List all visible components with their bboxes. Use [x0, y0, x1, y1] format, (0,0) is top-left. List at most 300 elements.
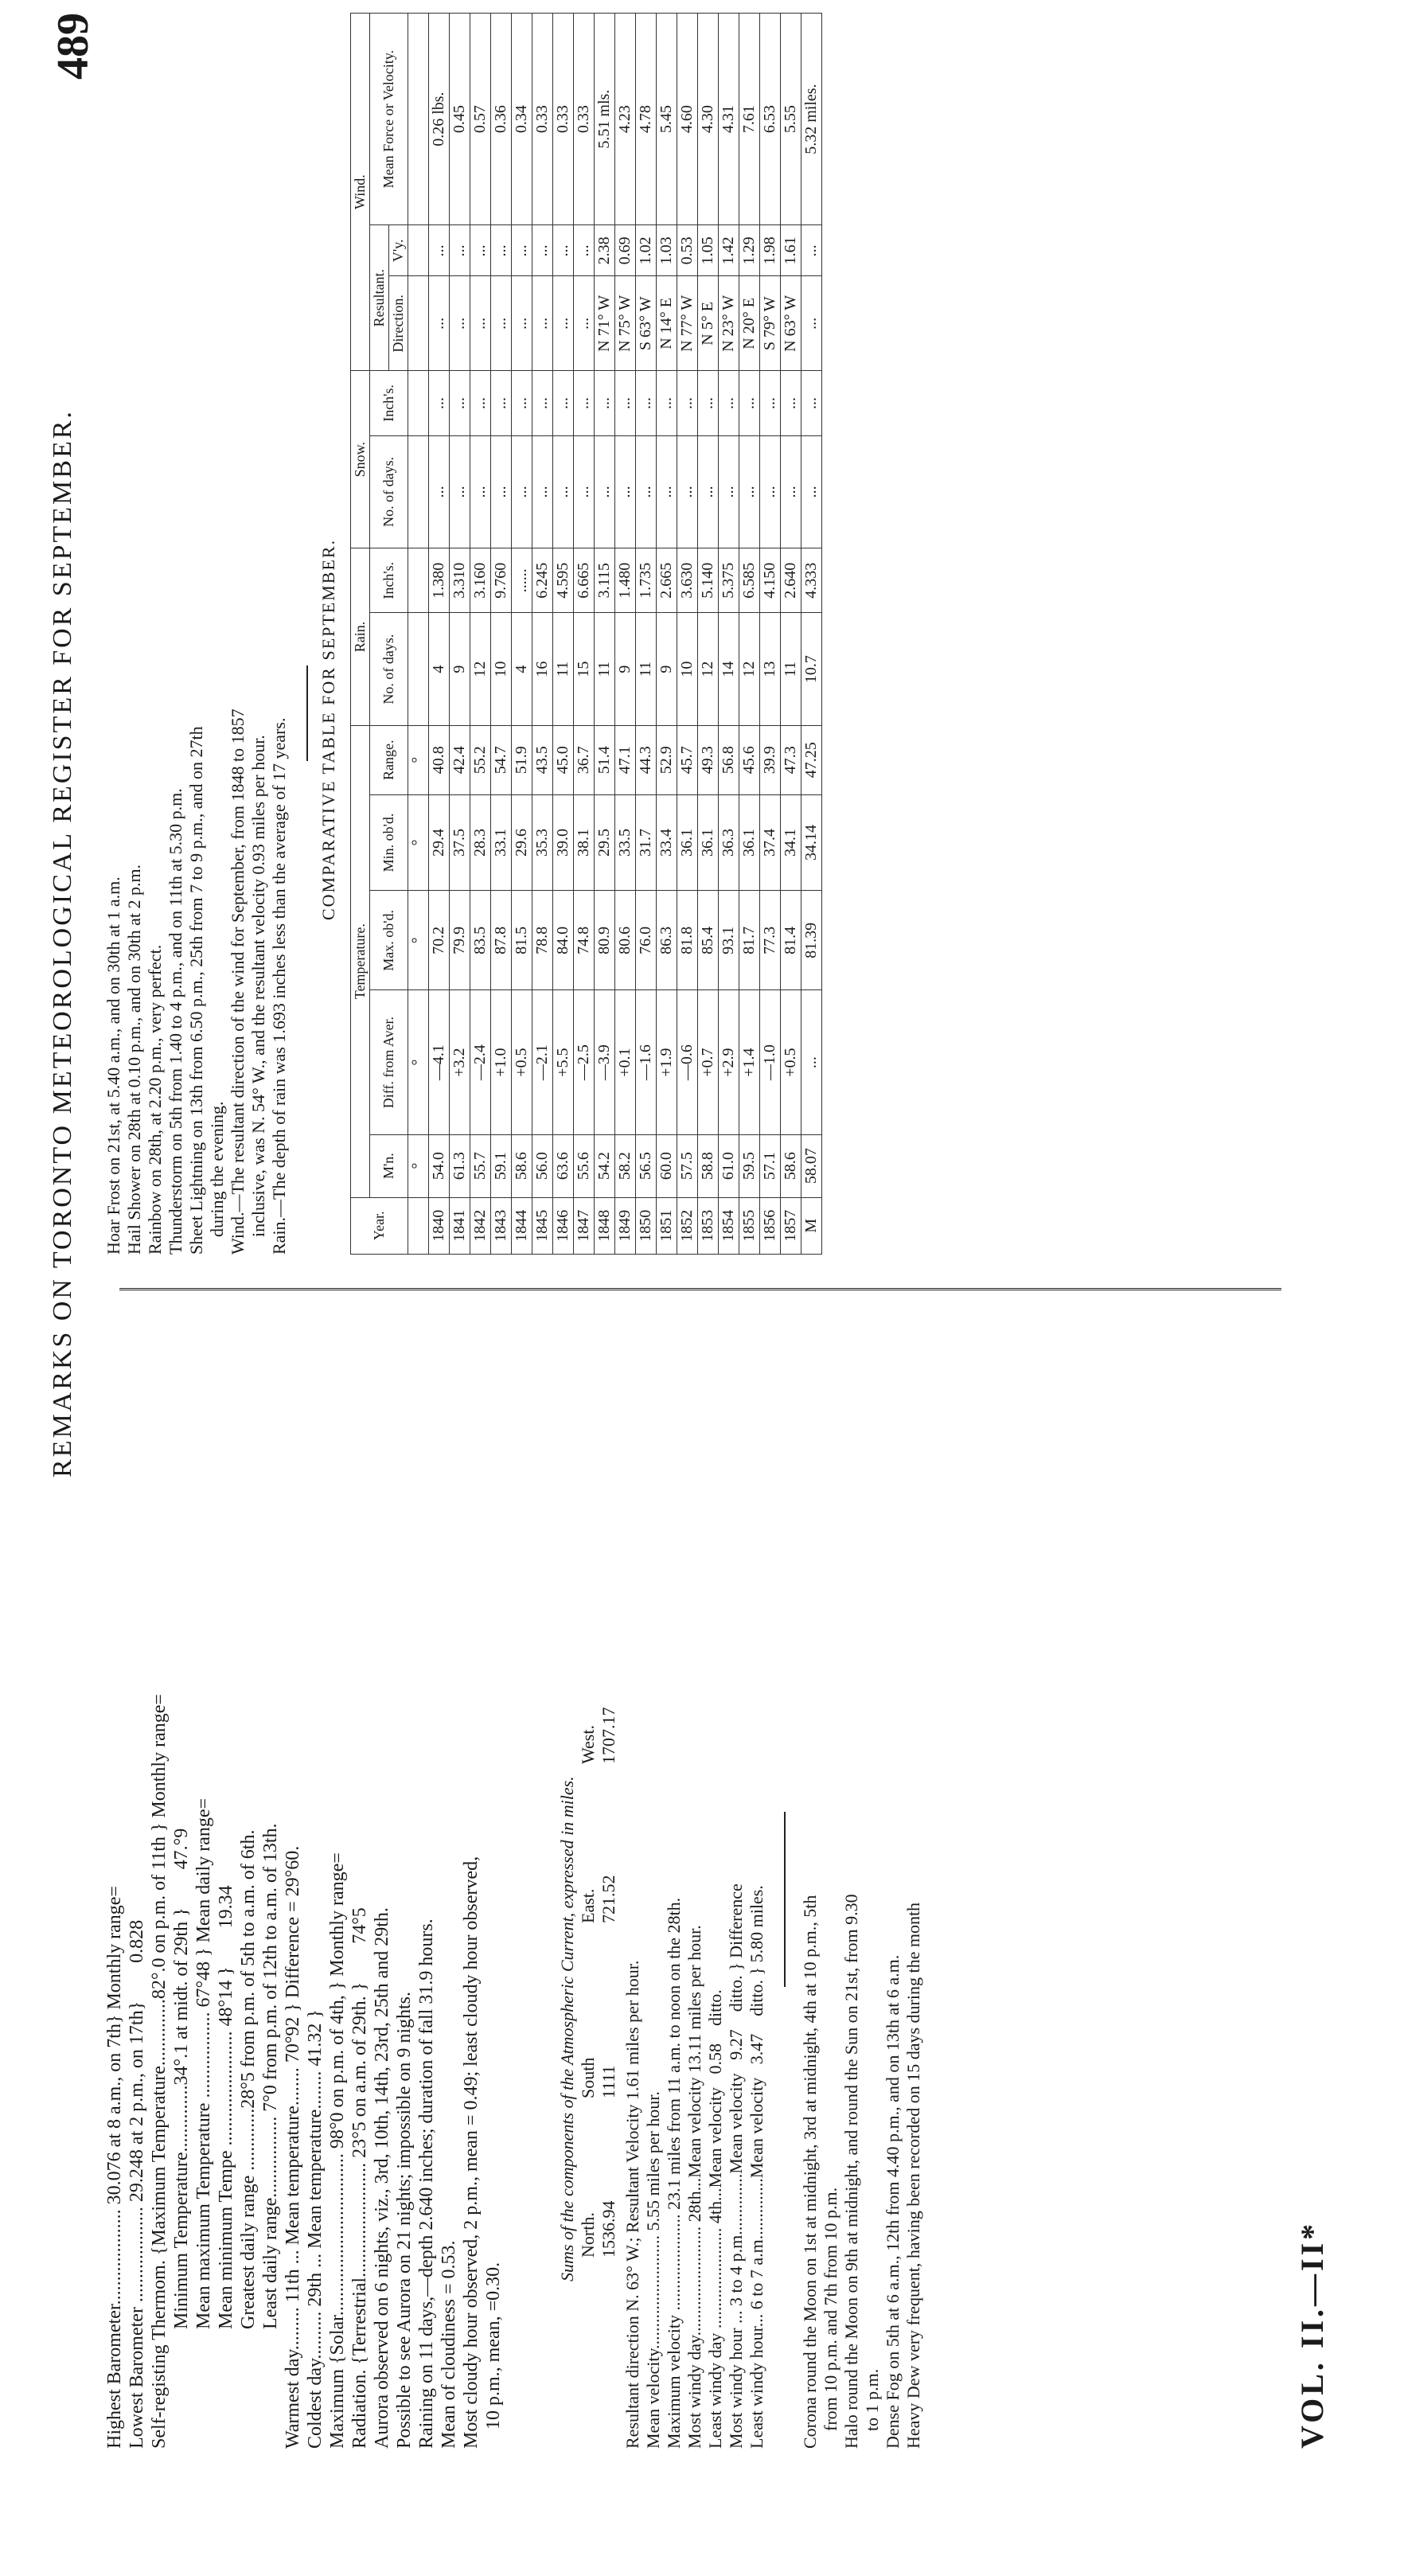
sums-value-west: 1707.17	[599, 1707, 618, 1764]
register-line: Greatest daily range .............28°5 from p.m. of 5th to a.m. of 6th.	[238, 1829, 259, 2449]
table-cell: 4.150	[760, 548, 781, 613]
table-cell: ...	[512, 435, 532, 548]
table-cell: N 14° E	[657, 276, 677, 371]
table-cell: 9	[657, 613, 677, 726]
col-year: Year.	[351, 1197, 408, 1254]
table-cell: ...	[801, 225, 822, 276]
note-line: Rain.—The depth of rain was 1.693 inches less than the average of 17 years.	[269, 717, 289, 1255]
table-cell: —3.9	[595, 990, 615, 1134]
table-cell: 1.05	[698, 225, 719, 276]
col-velocity: V'y.	[389, 225, 408, 276]
table-cell: 4.60	[677, 14, 698, 225]
register-line: Most cloudy hour observed, 2 p.m., mean = 0.49; least cloudy hour observed,	[461, 1856, 482, 2449]
table-cell: 0.33	[553, 14, 574, 225]
table-cell: ...	[532, 435, 553, 548]
table-cell: ...	[636, 435, 657, 548]
table-cell: ...	[739, 435, 760, 548]
phenomenon-line: Dense Fog on 5th at 6 a.m., 12th from 4.40 p.m., and on 13th at 6 a.m.	[883, 1954, 903, 2449]
table-cell: 61.0	[719, 1134, 739, 1197]
table-cell: 16	[532, 613, 553, 726]
table-cell: 10	[491, 613, 512, 726]
table-cell: ...	[450, 225, 470, 276]
table-cell: ...	[450, 435, 470, 548]
register-line: Warmest day......... 11th ... Mean temperature........ 70°92 } Difference = 29°60.	[283, 1845, 303, 2449]
table-cell: 31.7	[636, 794, 657, 891]
page-number: 489	[49, 13, 98, 80]
note-line: Rainbow on 28th, at 2.20 p.m., very perfect.	[145, 944, 165, 1255]
table-cell: ...	[677, 435, 698, 548]
table-cell: +0.5	[512, 990, 532, 1134]
table-cell: 61.3	[450, 1134, 470, 1197]
table-cell: ...	[553, 435, 574, 548]
table-cell: 1845	[532, 1197, 553, 1254]
table-cell: 45.6	[739, 725, 760, 794]
table-row	[429, 14, 450, 1255]
table-cell: 4	[512, 613, 532, 726]
table-cell: 2.640	[781, 548, 801, 613]
table-cell: ...	[574, 435, 595, 548]
table-body	[408, 14, 822, 1255]
table-cell: ...	[512, 276, 532, 371]
table-cell: 4.31	[719, 14, 739, 225]
table-cell: 1.98	[760, 225, 781, 276]
table-cell: 54.7	[491, 725, 512, 794]
table-cell: 4.78	[636, 14, 657, 225]
register-line: Aurora observed on 6 nights, viz., 3rd, 10th, 14th, 23rd, 25th and 29th.	[372, 1907, 392, 2449]
table-cell: ...	[553, 371, 574, 435]
table-cell: 58.8	[698, 1134, 719, 1197]
table-cell: ...	[781, 371, 801, 435]
table-cell: 81.39	[801, 891, 822, 990]
table-cell: 1856	[760, 1197, 781, 1254]
table-cell: 1854	[719, 1197, 739, 1254]
table-cell: ...	[801, 276, 822, 371]
wind-line: Least windy hour... 6 to 7 a.m..............Mean velocity 3.47 ditto. } 5.80 miles.	[747, 1885, 766, 2449]
table-cell: 51.4	[595, 725, 615, 794]
table-cell: 1857	[781, 1197, 801, 1254]
phenomenon-line: Corona round the Moon on 1st at midnight, 3rd at midnight, 4th at 10 p.m., 5th	[800, 1895, 820, 2449]
table-cell: 34.14	[801, 794, 822, 891]
table-row	[553, 14, 574, 1255]
table-cell: 1850	[636, 1197, 657, 1254]
table-cell: 1842	[470, 1197, 491, 1254]
phenomenon-line: Heavy Dew very frequent, having been recorded on 15 days during the month	[903, 1902, 923, 2449]
table-cell: ...	[450, 276, 470, 371]
table-cell: +5.5	[553, 990, 574, 1134]
table-cell: 5.51 mls.	[595, 14, 615, 225]
table-cell: ...	[657, 371, 677, 435]
group-wind: Wind.	[351, 14, 370, 371]
table-cell: 47.3	[781, 725, 801, 794]
table-cell: 49.3	[698, 725, 719, 794]
table-cell: ...	[801, 371, 822, 435]
col-diff: Diff. from Aver.	[370, 990, 408, 1134]
table-cell: 5.140	[698, 548, 719, 613]
table-cell: 1852	[677, 1197, 698, 1254]
table-cell: 33.4	[657, 794, 677, 891]
col-mean: M'n.	[370, 1134, 408, 1197]
table-cell: 1848	[595, 1197, 615, 1254]
table-cell: 60.0	[657, 1134, 677, 1197]
register-line: Lowest Barometer .................... 29.248 at 2 p.m., on 17th} 0.828	[127, 1919, 147, 2449]
table-cell: 42.4	[450, 725, 470, 794]
table-cell: 6.665	[574, 548, 595, 613]
table-row	[677, 14, 698, 1255]
table-cell: ...	[491, 276, 512, 371]
table-cell: —1.6	[636, 990, 657, 1134]
col-rain-days: No. of days.	[370, 613, 408, 726]
table-row	[595, 14, 615, 1255]
table-cell: 10	[677, 613, 698, 726]
table-cell: 0.45	[450, 14, 470, 225]
table-cell: 45.0	[553, 725, 574, 794]
comparative-title: COMPARATIVE TABLE FOR SEPTEMBER.	[318, 538, 338, 920]
table-cell: 29.5	[595, 794, 615, 891]
register-line: Least daily range................. 7°0 from p.m. of 12th to a.m. of 13th.	[260, 1823, 281, 2449]
note-line: Wind.—The resultant direction of the wind for September, from 1848 to 1857	[228, 708, 248, 1255]
column-separator	[119, 1288, 1281, 1290]
table-cell: 6.245	[532, 548, 553, 613]
table-cell: ...	[574, 225, 595, 276]
table-cell: 1846	[553, 1197, 574, 1254]
table-cell: ...	[719, 371, 739, 435]
col-range: Range.	[370, 725, 408, 794]
table-cell: 15	[574, 613, 595, 726]
table-cell: 57.5	[677, 1134, 698, 1197]
unit-cell	[408, 225, 429, 276]
table-cell: 0.26 lbs.	[429, 14, 450, 225]
wind-line: Maximum velocity ...................... 23.1 miles from 11 a.m. to noon on the 28th.	[664, 1897, 684, 2449]
table-cell: ......	[512, 548, 532, 613]
table-cell: 39.0	[553, 794, 574, 891]
table-cell: ...	[781, 435, 801, 548]
table-cell: 38.1	[574, 794, 595, 891]
register-line: 10 p.m., mean, =0.30.	[483, 2262, 504, 2449]
table-cell: 9	[615, 613, 636, 726]
volume-folio: VOL. II.—II*	[1294, 2220, 1330, 2449]
table-cell: 63.6	[553, 1134, 574, 1197]
table-cell: 6.585	[739, 548, 760, 613]
table-cell: 80.6	[615, 891, 636, 990]
table-cell: 1.61	[781, 225, 801, 276]
table-cell: 1851	[657, 1197, 677, 1254]
table-cell: 87.8	[491, 891, 512, 990]
register-line: Minimum Temperature..............34°.1 at midt. of 29th } 47.°9	[171, 1828, 192, 2449]
table-cell: N 63° W	[781, 276, 801, 371]
table-row	[615, 14, 636, 1255]
note-line: Hail Shower on 28th at 0.10 p.m., and on 30th at 2 p.m.	[124, 864, 144, 1255]
unit-cell	[408, 1197, 429, 1254]
table-cell: 34.1	[781, 794, 801, 891]
table-cell: 37.5	[450, 794, 470, 891]
table-row	[781, 14, 801, 1255]
table-cell: 93.1	[719, 891, 739, 990]
table-cell: 13	[760, 613, 781, 726]
table-cell: 1.29	[739, 225, 760, 276]
table-cell: ...	[429, 435, 450, 548]
table-cell: 55.7	[470, 1134, 491, 1197]
table-cell: N 71° W	[595, 276, 615, 371]
table-cell: ...	[532, 276, 553, 371]
table-cell: ...	[553, 225, 574, 276]
table-row	[657, 14, 677, 1255]
table-cell: 10.7	[801, 613, 822, 726]
table-cell: 11	[781, 613, 801, 726]
running-title: REMARKS ON TORONTO METEOROLOGICAL REGISTER FOR SEPTEMBER.	[48, 409, 77, 1477]
table-cell: +1.9	[657, 990, 677, 1134]
table-cell: 3.310	[450, 548, 470, 613]
table-cell: ...	[657, 435, 677, 548]
table-cell: 47.1	[615, 725, 636, 794]
table-cell: S 79° W	[760, 276, 781, 371]
table-cell: 35.3	[532, 794, 553, 891]
col-max: Max. ob'd.	[370, 891, 408, 990]
table-cell: 5.32 miles.	[801, 14, 822, 225]
group-rain: Rain.	[351, 548, 370, 726]
wind-line: Resultant direction N. 63° W.; Resultant Velocity 1.61 miles per hour.	[622, 1960, 642, 2449]
table-cell: 1.02	[636, 225, 657, 276]
table-cell: 1.735	[636, 548, 657, 613]
unit-cell	[408, 435, 429, 548]
table-row	[512, 14, 532, 1255]
table-row	[636, 14, 657, 1255]
table-cell: 12	[698, 613, 719, 726]
col-snow-days: No. of days.	[370, 435, 408, 548]
table-cell: ...	[698, 435, 719, 548]
table-row	[760, 14, 781, 1255]
register-line: Self-registing Thermom. {Maximum Temperature..............82°.0 on p.m. of 11th } Monthly range=	[149, 1694, 170, 2449]
sums-value-east: 721.52	[599, 1875, 618, 1923]
table-cell: 58.6	[781, 1134, 801, 1197]
table-cell: 9	[450, 613, 470, 726]
table-cell: 4.30	[698, 14, 719, 225]
table-cell: ...	[491, 225, 512, 276]
col-mean-force: Mean Force or Velocity.	[370, 14, 408, 225]
table-cell: 58.2	[615, 1134, 636, 1197]
table-cell: 1.480	[615, 548, 636, 613]
wind-line: Most windy day......................... 28th...Mean velocity 13.11 miles per hour.	[684, 1925, 704, 2449]
group-temperature: Temperature.	[351, 725, 370, 1197]
table-cell: 1847	[574, 1197, 595, 1254]
table-cell: ...	[615, 371, 636, 435]
table-cell: 44.3	[636, 725, 657, 794]
sums-value-south: 1111	[599, 2065, 618, 2098]
table-cell: +1.4	[739, 990, 760, 1134]
table-cell: ...	[491, 371, 512, 435]
table-cell: 43.5	[532, 725, 553, 794]
table-cell: N 77° W	[677, 276, 698, 371]
unit-cell: °	[408, 990, 429, 1134]
phenomenon-line: Halo round the Moon on 9th at midnight, and round the Sun on 21st, from 9.30	[841, 1894, 861, 2449]
col-resultant: Resultant.	[370, 225, 389, 371]
table-cell: ...	[429, 371, 450, 435]
unit-cell	[408, 548, 429, 613]
table-cell: ...	[532, 371, 553, 435]
table-cell: ...	[553, 276, 574, 371]
table-cell: 59.1	[491, 1134, 512, 1197]
table-cell: 0.57	[470, 14, 491, 225]
table-row	[470, 14, 491, 1255]
table-cell: 81.7	[739, 891, 760, 990]
table-cell: 5.375	[719, 548, 739, 613]
table-row	[450, 14, 470, 1255]
sums-label-south: South	[578, 2057, 598, 2098]
table-cell: 86.3	[657, 891, 677, 990]
table-cell: +1.0	[491, 990, 512, 1134]
unit-cell: °	[408, 794, 429, 891]
unit-cell: °	[408, 891, 429, 990]
table-cell: ...	[739, 371, 760, 435]
wind-line: Most windy hour ... 3 to 4 p.m..............Mean velocity 9.27 ditto. } Difference	[726, 1883, 746, 2449]
table-cell: 81.8	[677, 891, 698, 990]
table-cell: 78.8	[532, 891, 553, 990]
table-cell: 12	[470, 613, 491, 726]
table-row	[801, 14, 822, 1255]
note-line: Hoar Frost on 21st, at 5.40 a.m., and on 30th at 1 a.m.	[103, 876, 123, 1255]
table-cell: ...	[698, 371, 719, 435]
register-line: Mean minimum Tempe ........................ 48°14 } 19.34	[216, 1885, 236, 2449]
table-cell: S 63° W	[636, 276, 657, 371]
table-cell: 0.36	[491, 14, 512, 225]
table-cell: N 20° E	[739, 276, 760, 371]
table-cell: 2.38	[595, 225, 615, 276]
table-cell: 1849	[615, 1197, 636, 1254]
unit-cell	[408, 14, 429, 225]
table-cell: 1.03	[657, 225, 677, 276]
table-row	[739, 14, 760, 1255]
table-cell: ...	[491, 435, 512, 548]
table-cell: 14	[719, 613, 739, 726]
table-cell: 36.1	[739, 794, 760, 891]
table-cell: N 5° E	[698, 276, 719, 371]
table-cell: 6.53	[760, 14, 781, 225]
table-cell: —1.0	[760, 990, 781, 1134]
phenomenon-line: to 1 p.m.	[862, 2368, 882, 2449]
table-cell: ...	[470, 225, 491, 276]
table-cell: 55.2	[470, 725, 491, 794]
table-cell: 77.3	[760, 891, 781, 990]
table-cell: 39.9	[760, 725, 781, 794]
table-cell: 51.9	[512, 725, 532, 794]
table-cell: 1853	[698, 1197, 719, 1254]
table-cell: 1843	[491, 1197, 512, 1254]
col-snow-inches: Inch's.	[370, 371, 408, 435]
table-cell: +2.9	[719, 990, 739, 1134]
table-cell: 12	[739, 613, 760, 726]
table-cell: N 75° W	[615, 276, 636, 371]
table-cell: ...	[574, 371, 595, 435]
unit-cell: °	[408, 1134, 429, 1197]
table-cell: ...	[450, 371, 470, 435]
table-cell: 9.760	[491, 548, 512, 613]
units-row	[408, 14, 429, 1255]
table-cell: 1.380	[429, 548, 450, 613]
register-line: Maximum {Solar.................................. 98°0 on p.m. of 4th, } Monthly range=	[327, 1852, 348, 2449]
table-cell: ...	[615, 435, 636, 548]
table-cell: ...	[470, 276, 491, 371]
table-cell: +0.7	[698, 990, 719, 1134]
table-cell: 83.5	[470, 891, 491, 990]
sums-heading: Sums of the components of the Atmospheric Current, expressed in miles.	[557, 1776, 577, 2281]
register-line: Highest Barometer.................... 30.076 at 8 a.m., on 7th} Monthly range=	[104, 1886, 125, 2449]
table-row	[574, 14, 595, 1255]
note-line: during the evening.	[207, 1101, 227, 1255]
table-row	[719, 14, 739, 1255]
sums-value-north: 1536.94	[599, 2200, 618, 2258]
register-line: Possible to see Aurora on 21 nights; impossible on 9 nights.	[394, 1992, 415, 2449]
table-cell: —2.1	[532, 990, 553, 1134]
table-cell: 79.9	[450, 891, 470, 990]
table-cell: 3.160	[470, 548, 491, 613]
table-cell: +0.1	[615, 990, 636, 1134]
table-cell: ...	[512, 225, 532, 276]
table-cell: 80.9	[595, 891, 615, 990]
table-cell: 29.6	[512, 794, 532, 891]
register-line: Radiation. {Terrestrial........................ 23°5 on a.m. of 29th. } 74°5	[349, 1907, 370, 2449]
group-snow: Snow.	[351, 371, 370, 548]
table-cell: 0.34	[512, 14, 532, 225]
table-cell: 85.4	[698, 891, 719, 990]
table-cell: 59.5	[739, 1134, 760, 1197]
sums-label-west: West.	[578, 1725, 598, 1764]
table-cell: 1841	[450, 1197, 470, 1254]
table-cell: 36.3	[719, 794, 739, 891]
table-cell: 1855	[739, 1197, 760, 1254]
table-cell: 37.4	[760, 794, 781, 891]
table-cell: ...	[636, 371, 657, 435]
right-divider	[306, 665, 308, 761]
note-line: inclusive, was N. 54° W., and the resultant velocity 0.93 miles per hour.	[248, 735, 268, 1255]
table-cell: ...	[532, 225, 553, 276]
table-cell: 1844	[512, 1197, 532, 1254]
wind-line: Mean velocity.......................... 5.55 miles per hour.	[643, 2091, 663, 2449]
table-cell: +0.5	[781, 990, 801, 1134]
table-cell: 3.115	[595, 548, 615, 613]
table-cell: 45.7	[677, 725, 698, 794]
table-row	[698, 14, 719, 1255]
col-direction: Direction.	[389, 276, 408, 371]
table-cell: 52.9	[657, 725, 677, 794]
note-line: Thunderstorm on 5th from 1.40 to 4 p.m., and on 11th at 5.30 p.m.	[166, 788, 185, 1255]
table-cell: 0.33	[574, 14, 595, 225]
table-cell: 76.0	[636, 891, 657, 990]
table-cell: ...	[760, 435, 781, 548]
table-cell: ...	[595, 371, 615, 435]
section-divider	[784, 1812, 786, 1987]
table-cell: 11	[553, 613, 574, 726]
comparative-table	[350, 13, 822, 1255]
table-cell: 3.630	[677, 548, 698, 613]
wind-line: Least windy day ....................... 4th...Mean velocity 0.58 ditto.	[705, 1989, 725, 2449]
table-cell: 7.61	[739, 14, 760, 225]
right-notes	[103, 708, 290, 1255]
table-cell: ...	[429, 276, 450, 371]
register-line: Mean maximum Temperature .................. 67°48 } Mean daily range=	[193, 1797, 214, 2449]
unit-cell	[408, 371, 429, 435]
col-min: Min. ob'd.	[370, 794, 408, 891]
table-cell: ...	[470, 371, 491, 435]
table-cell: 58.07	[801, 1134, 822, 1197]
table-cell: ...	[677, 371, 698, 435]
table-cell: 58.6	[512, 1134, 532, 1197]
col-rain-inches: Inch's.	[370, 548, 408, 613]
unit-cell: °	[408, 725, 429, 794]
table-cell: ...	[801, 435, 822, 548]
table-cell: 47.25	[801, 725, 822, 794]
table-cell: 4	[429, 613, 450, 726]
table-cell: 74.8	[574, 891, 595, 990]
table-cell: 11	[636, 613, 657, 726]
